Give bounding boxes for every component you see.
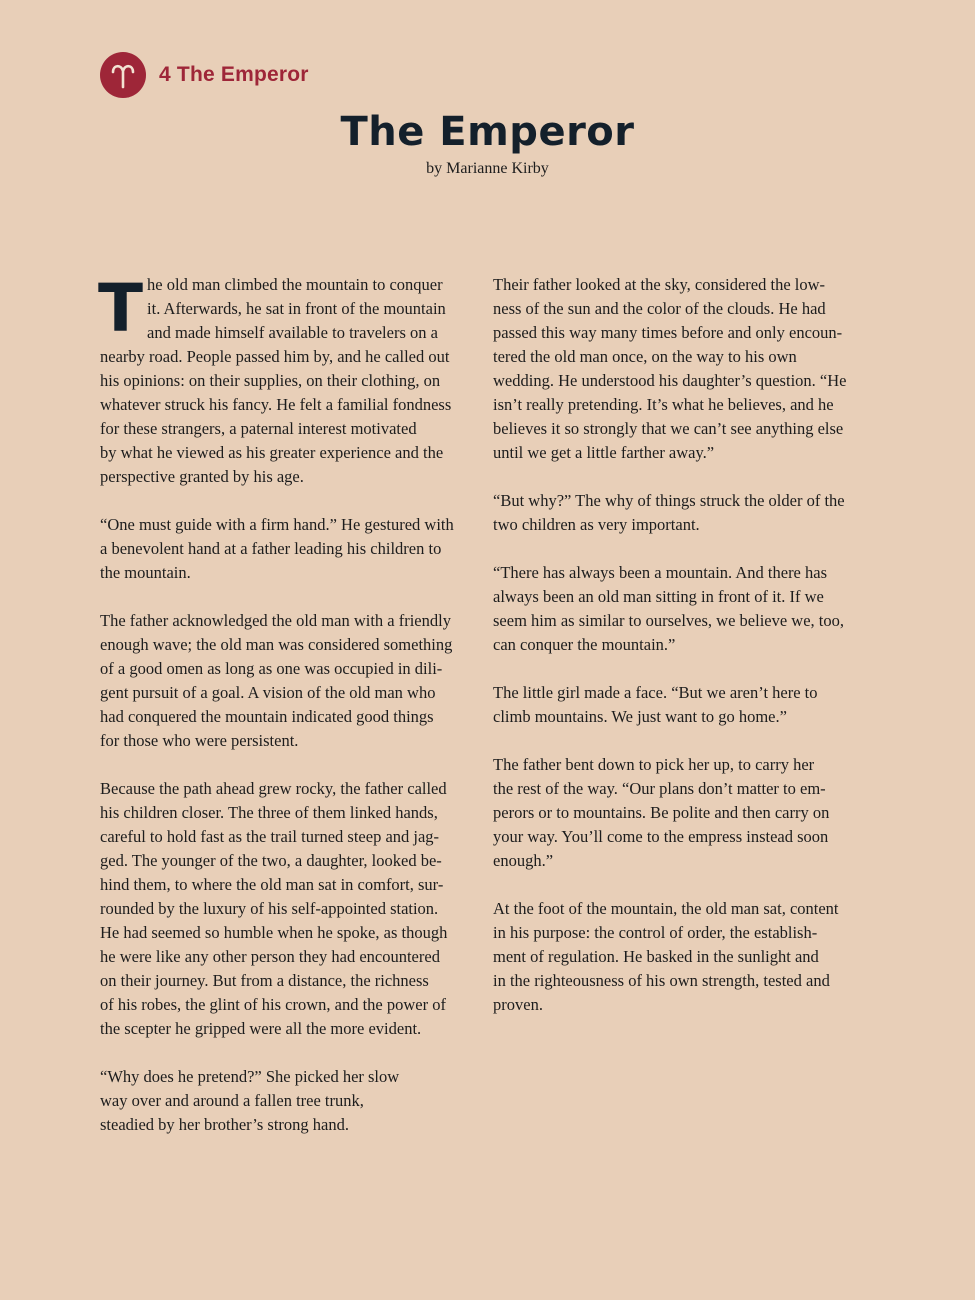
text-line: his opinions: on their supplies, on their clothing, on xyxy=(100,371,441,390)
left-column xyxy=(98,270,486,1161)
paragraph xyxy=(493,897,881,1017)
text-line: perspective granted by his age. xyxy=(100,467,304,486)
text-line: The father acknowledged the old man with a friendly xyxy=(100,611,451,630)
text-line: gent pursuit of a goal. A vision of the old man who xyxy=(100,683,436,702)
text-line: whatever struck his fancy. He felt a familial fondness xyxy=(100,395,452,414)
text-line: the rest of the way. “Our plans don’t matter to em- xyxy=(493,779,826,798)
byline: by Marianne Kirby xyxy=(426,160,549,177)
paragraph xyxy=(100,513,486,585)
text-line: on their journey. But from a distance, the richness xyxy=(100,971,429,990)
text-line: in his purpose: the control of order, the establish- xyxy=(493,923,818,942)
paragraph xyxy=(100,777,486,1041)
page-title: The Emperor xyxy=(340,109,635,155)
paragraph xyxy=(493,753,881,873)
text-line: passed this way many times before and only encoun- xyxy=(493,323,843,342)
text-line: hind them, to where the old man sat in comfort, sur- xyxy=(100,875,444,894)
text-line: two children as very important. xyxy=(493,515,700,534)
text-line: a benevolent hand at a father leading his children to xyxy=(100,539,442,558)
text-line: “One must guide with a firm hand.” He gestured with xyxy=(100,515,454,534)
drop-cap: T xyxy=(98,270,144,347)
title-block xyxy=(0,106,975,180)
text-line: it. Afterwards, he sat in front of the mountain xyxy=(147,299,446,318)
text-line: in the righteousness of his own strength, tested and xyxy=(493,971,830,990)
text-line: can conquer the mountain.” xyxy=(493,635,676,654)
text-line: always been an old man sitting in front of it. If we xyxy=(493,587,824,606)
text-line: steadied by her brother’s strong hand. xyxy=(100,1115,349,1134)
text-line: The little girl made a face. “But we aren’t here to xyxy=(493,683,818,702)
text-line: he were like any other person they had encountered xyxy=(100,947,440,966)
text-line: He had seemed so humble when he spoke, as though xyxy=(100,923,448,942)
text-line: nearby road. People passed him by, and he called out xyxy=(100,347,450,366)
text-line: of his robes, the glint of his crown, and the power of xyxy=(100,995,446,1014)
text-line: the scepter he gripped were all the more evident. xyxy=(100,1019,422,1038)
text-line: Their father looked at the sky, considered the low- xyxy=(493,275,826,294)
text-line: “There has always been a mountain. And there has xyxy=(493,563,828,582)
paragraph xyxy=(493,561,881,657)
text-line: until we get a little farther away.” xyxy=(493,443,715,462)
text-line: way over and around a fallen tree trunk, xyxy=(100,1091,364,1110)
text-line: for these strangers, a paternal interest motivated xyxy=(100,419,417,438)
section-label: 4 The Emperor xyxy=(159,63,309,86)
text-line: ged. The younger of the two, a daughter, looked be- xyxy=(100,851,442,870)
text-line: enough wave; the old man was considered something xyxy=(100,635,453,654)
paragraph xyxy=(100,1065,486,1137)
text-line: proven. xyxy=(493,995,543,1014)
text-line: careful to hold fast as the trail turned steep and jag- xyxy=(100,827,440,846)
text-line: “Why does he pretend?” She picked her slow xyxy=(100,1067,400,1086)
section-header xyxy=(100,52,309,98)
text-line: ment of regulation. He basked in the sunlight and xyxy=(493,947,819,966)
paragraph xyxy=(493,489,881,537)
text-line: for those who were persistent. xyxy=(100,731,299,750)
text-line: Because the path ahead grew rocky, the father called xyxy=(100,779,447,798)
text-line: had conquered the mountain indicated good things xyxy=(100,707,434,726)
text-line: his children closer. The three of them linked hands, xyxy=(100,803,438,822)
text-line: tered the old man once, on the way to his own xyxy=(493,347,797,366)
paragraph xyxy=(493,273,881,465)
text-line: The father bent down to pick her up, to carry her xyxy=(493,755,815,774)
text-line: perors or to mountains. Be polite and then carry on xyxy=(493,803,830,822)
text-line: “But why?” The why of things struck the older of the xyxy=(493,491,845,510)
text-line: isn’t really pretending. It’s what he believes, and he xyxy=(493,395,834,414)
right-column xyxy=(493,273,881,1041)
text-line: the mountain. xyxy=(100,563,191,582)
text-line: seem him as similar to ourselves, we believe we, too, xyxy=(493,611,844,630)
paragraph xyxy=(493,681,881,729)
paragraph xyxy=(98,270,486,489)
paragraph xyxy=(100,609,486,753)
text-line: and made himself available to travelers on a xyxy=(147,323,438,342)
text-line: climb mountains. We just want to go home.” xyxy=(493,707,787,726)
text-line: believes it so strongly that we can’t see anything else xyxy=(493,419,844,438)
text-line: rounded by the luxury of his self-appointed station. xyxy=(100,899,439,918)
text-line: wedding. He understood his daughter’s question. “He xyxy=(493,371,847,390)
text-line: enough.” xyxy=(493,851,554,870)
text-line: he old man climbed the mountain to conquer xyxy=(147,275,443,294)
text-line: by what he viewed as his greater experience and the xyxy=(100,443,444,462)
text-line: of a good omen as long as one was occupied in dili- xyxy=(100,659,443,678)
text-line: At the foot of the mountain, the old man sat, content xyxy=(493,899,839,918)
text-line: your way. You’ll come to the empress instead soon xyxy=(493,827,829,846)
text-line: ness of the sun and the color of the clouds. He had xyxy=(493,299,826,318)
aries-icon xyxy=(100,52,146,98)
